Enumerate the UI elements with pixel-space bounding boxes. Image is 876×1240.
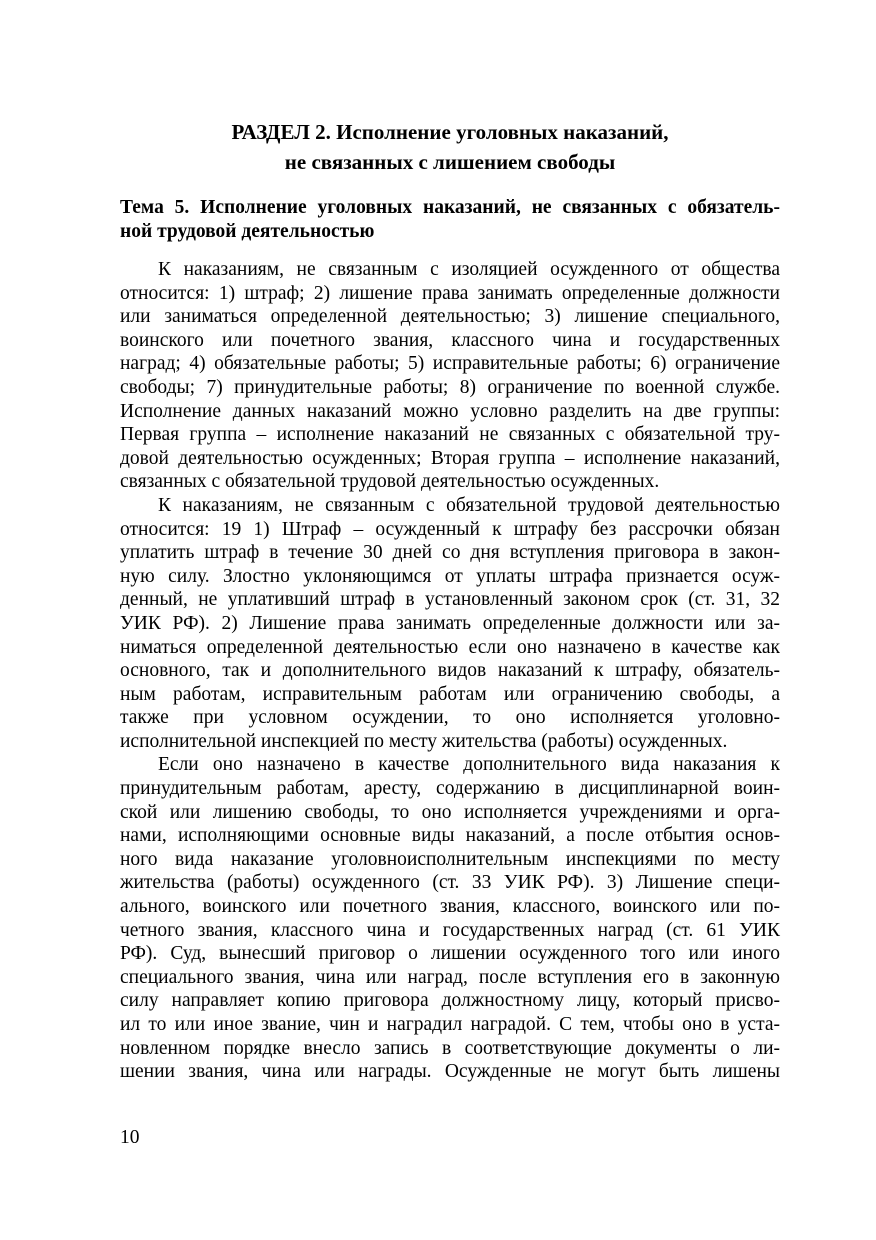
paragraph-line: довой деятельностью осужденных; Вторая группа – исполнение наказаний, [120, 447, 780, 469]
paragraph-line: Первая группа – исполнение наказаний не связанных с обязательной тру- [120, 424, 780, 446]
paragraph-line: шении звания, чина или награды. Осужденные не могут быть лишены [120, 1061, 780, 1083]
paragraph-line: воинского или почетного звания, классного чина и государственных [120, 329, 780, 351]
paragraph-line: новленном порядке внесло запись в соответствующие документы о ли- [120, 1037, 780, 1059]
section-title-line: не связанных с лишением свободы [284, 150, 616, 174]
paragraph-line: уплатить штраф в течение 30 дней со дня вступления приговора в закон- [120, 542, 780, 564]
paragraph-line: также при условном осуждении, то оно исполняется уголовно- [120, 707, 780, 729]
paragraph-line: относится: 1) штраф; 2) лишение права занимать определенные должности [120, 282, 780, 304]
paragraph-line: исполнительной инспекцией по месту жительства (работы) осужденных. [120, 730, 728, 752]
section-title [120, 117, 780, 177]
page-number: 10 [120, 1127, 140, 1148]
paragraph-line: свободы; 7) принудительные работы; 8) ограничение по военной службе. [120, 376, 780, 398]
paragraph-line: Исполнение данных наказаний можно условно разделить на две группы: [120, 400, 780, 422]
paragraph-line: четного звания, классного чина и государственных наград (ст. 61 УИК [120, 919, 780, 941]
paragraph-line: Если оно назначено в качестве дополнительного вида наказания к [158, 754, 780, 776]
paragraph [120, 753, 780, 1083]
paragraph-line: К наказаниям, не связанным с обязательной трудовой деятельностью [158, 494, 780, 516]
paragraph-line: денный, не уплативший штраф в установленный законом срок (ст. 31, 32 [120, 589, 780, 611]
body-text [120, 258, 780, 1084]
paragraph-line: ным работам, исправительным работам или ограничению свободы, а [120, 683, 780, 705]
topic-title [120, 196, 780, 243]
paragraph-line: или заниматься определенной деятельностью; 3) лишение специального, [120, 306, 780, 328]
paragraph-line: ской или лишению свободы, то оно исполняется учреждениями и орга- [120, 801, 780, 823]
section-title-line: РАЗДЕЛ 2. Исполнение уголовных наказаний, [231, 120, 669, 144]
topic-title-line: ной трудовой деятельностью [120, 220, 375, 242]
topic-title-line: Тема 5. Исполнение уголовных наказаний, не связанных с обязатель- [120, 197, 780, 218]
paragraph-line: РФ). Суд, вынесший приговор о лишении осужденного того или иного [120, 943, 780, 965]
paragraph [120, 258, 780, 494]
paragraph-line: нами, исполняющими основные виды наказаний, а после отбытия основ- [120, 825, 780, 847]
paragraph-line: жительства (работы) осужденного (ст. 33 УИК РФ). 3) Лишение специ- [120, 872, 780, 894]
paragraph-line: относится: 19 1) Штраф – осужденный к штрафу без рассрочки обязан [120, 518, 780, 540]
paragraph-line: связанных с обязательной трудовой деятельностью осужденных. [120, 471, 660, 493]
paragraph-line: принудительным работам, аресту, содержанию в дисциплинарной воин- [120, 778, 780, 800]
paragraph-line: ниматься определенной деятельностью если оно назначено в качестве как [120, 636, 780, 658]
paragraph-line: силу направляет копию приговора должностному лицу, который присво- [120, 990, 780, 1012]
paragraph-line: основного, так и дополнительного видов наказаний к штрафу, обязатель- [120, 660, 780, 682]
paragraph-line: ального, воинского или почетного звания, классного, воинского или по- [120, 896, 780, 918]
paragraph-line: К наказаниям, не связанным с изоляцией осужденного от общества [158, 259, 780, 280]
paragraph-line: специального звания, чина или наград, после вступления его в законную [120, 966, 780, 988]
paragraph [120, 494, 780, 754]
paragraph-line: ил то или иное звание, чин и наградил наградой. С тем, чтобы оно в уста- [120, 1014, 780, 1035]
paragraph-line: наград; 4) обязательные работы; 5) исправительные работы; 6) ограничение [120, 353, 780, 375]
paragraph-line: ную силу. Злостно уклоняющимся от уплаты штрафа признается осуж- [120, 565, 780, 587]
paragraph-line: УИК РФ). 2) Лишение права занимать определенные должности или за- [120, 612, 780, 634]
paragraph-line: ного вида наказание уголовноисполнительным инспекциями по месту [120, 848, 780, 870]
